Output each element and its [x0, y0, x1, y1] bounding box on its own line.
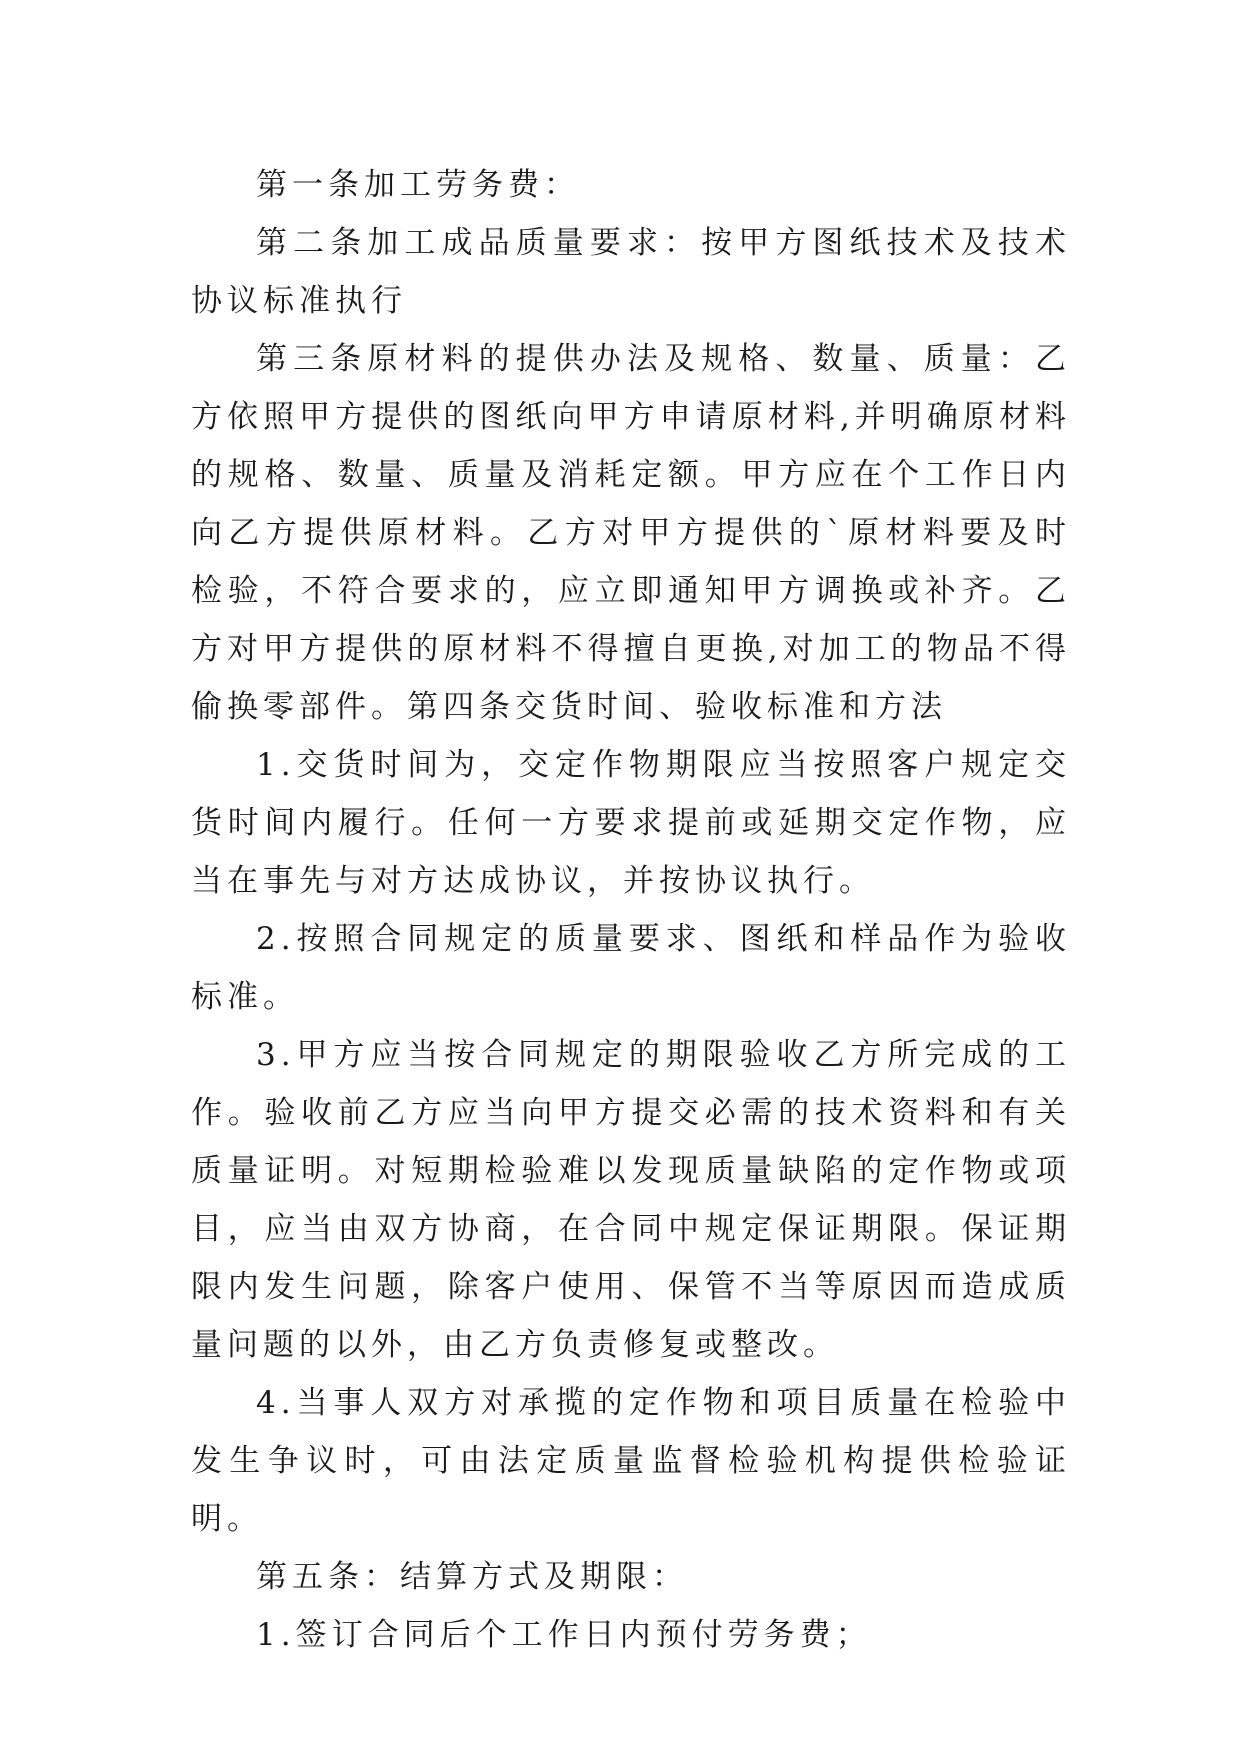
clause-5-item-1-prepayment: 1.签订合同后个工作日内预付劳务费；	[256, 1617, 872, 1653]
clause-5-settlement-heading: 第五条：结算方式及期限：	[256, 1559, 688, 1595]
clause-4-item-2-acceptance-standard: 2.按照合同规定的质量要求、图纸和样品作为验收标准。	[191, 921, 1071, 1015]
clause-4-item-1-delivery-time: 1.交货时间为，交定作物期限应当按照客户规定交货时间内履行。任何一方要求提前或延期交定作物，应当在事先与对方达成协议，并按协议执行。	[191, 747, 1071, 899]
document-body	[191, 156, 1071, 1664]
clause-1-processing-fee: 第一条加工劳务费：	[256, 167, 580, 203]
clause-2-quality-requirements: 第二条加工成品质量要求：按甲方图纸技术及技术协议标准执行	[191, 225, 1071, 319]
clause-3-raw-materials: 第三条原材料的提供办法及规格、数量、质量：乙方依照甲方提供的图纸向甲方申请原材料,并明确原材料的规格、数量、质量及消耗定额。甲方应在个工作日内向乙方提供原材料。乙方对甲方提供的`原材料要及时检验，不符合要求的，应立即通知甲方调换或补齐。乙方对甲方提供的原材料不得擅自更换,对加工的物品不得偷换零部件。第四条交货时间、验收标准和方法	[191, 341, 1071, 725]
clause-4-item-3-acceptance-procedure: 3.甲方应当按合同规定的期限验收乙方所完成的工作。验收前乙方应当向甲方提交必需的技术资料和有关质量证明。对短期检验难以发现质量缺陷的定作物或项目，应当由双方协商，在合同中规定保证期限。保证期限内发生问题，除客户使用、保管不当等原因而造成质量问题的以外，由乙方负责修复或整改。	[191, 1037, 1071, 1363]
clause-4-item-4-dispute: 4.当事人双方对承揽的定作物和项目质量在检验中发生争议时，可由法定质量监督检验机构提供检验证明。	[191, 1385, 1071, 1537]
